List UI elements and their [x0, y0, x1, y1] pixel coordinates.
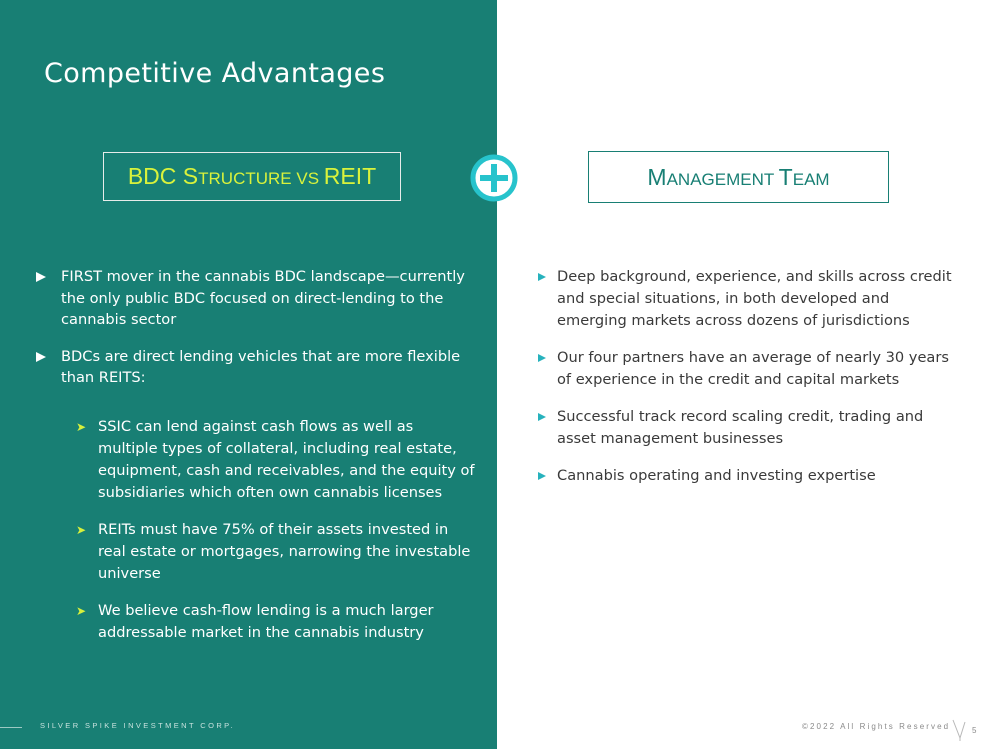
box-title-part: S [182, 163, 199, 189]
management-team-box [588, 151, 889, 203]
triangle-bullet-icon [36, 352, 46, 362]
arrow-bullet-icon: ➤ [76, 603, 87, 618]
footer-copyright: ©2022 All Rights Reserved [802, 722, 951, 731]
box-title-part: T [778, 163, 793, 190]
sub-list-item-text: We believe cash-flow lending is a much larger addressable market in the cannabis industry [98, 601, 434, 641]
list-item-text: Our four partners have an average of nearly 30 years of experience in the credit and capital markets [557, 349, 949, 388]
sub-list-item [76, 600, 476, 644]
sub-list-item [76, 416, 476, 504]
box-title-part: REIT [323, 163, 377, 189]
sub-list-item-text: REITs must have 75% of their assets invested in real estate or mortgages, narrowing the investable universe [98, 520, 471, 582]
box-title-part: TRUCTURE VS [198, 169, 324, 188]
box-title [647, 164, 829, 191]
list-item [36, 346, 476, 389]
page-number: 5 [972, 726, 977, 735]
list-item [538, 347, 958, 391]
silver-spike-logo-icon [951, 718, 967, 742]
box-title-part: M [647, 163, 667, 190]
list-item-text: FIRST mover in the cannabis BDC landscape—currently the only public BDC focused on direct-lending to the cannabis sector [61, 268, 465, 328]
plus-circle-icon [468, 152, 520, 204]
box-title-part: BDC [127, 163, 183, 189]
footer-divider [0, 727, 22, 728]
list-item [36, 266, 476, 331]
box-title-part: EAM [792, 169, 830, 189]
sub-list-item-text: SSIC can lend against cash flows as well as multiple types of collateral, including real estate, equipment, cash and receivables, and the equity of subsidiaries which often own cannabis licenses [98, 417, 475, 501]
left-bullet-list [36, 266, 476, 659]
arrow-bullet-icon: ➤ [76, 419, 87, 434]
page-title: Competitive Advantages [44, 58, 386, 89]
sub-list-item [76, 519, 476, 585]
footer-company-name: SILVER SPIKE INVESTMENT CORP. [40, 721, 236, 730]
triangle-bullet-icon [538, 354, 546, 362]
list-item [538, 465, 958, 487]
triangle-bullet-icon [538, 472, 546, 480]
triangle-bullet-icon [538, 273, 546, 281]
list-item-text: Deep background, experience, and skills across credit and special situations, in both developed and emerging markets across dozens of jurisdictions [557, 268, 952, 329]
list-item [538, 266, 958, 332]
box-title [128, 163, 376, 190]
list-item-text: Successful track record scaling credit, trading and asset management businesses [557, 408, 924, 447]
right-bullet-list [538, 266, 958, 502]
box-title-part: ANAGEMENT [666, 169, 779, 189]
spacer [36, 404, 476, 416]
bdc-structure-vs-reit-box [103, 152, 401, 201]
triangle-bullet-icon [36, 272, 46, 282]
list-item [538, 406, 958, 450]
arrow-bullet-icon: ➤ [76, 522, 87, 537]
triangle-bullet-icon [538, 413, 546, 421]
list-item-text: BDCs are direct lending vehicles that are more flexible than REITS: [61, 347, 461, 386]
list-item-text: Cannabis operating and investing expertise [557, 467, 876, 484]
